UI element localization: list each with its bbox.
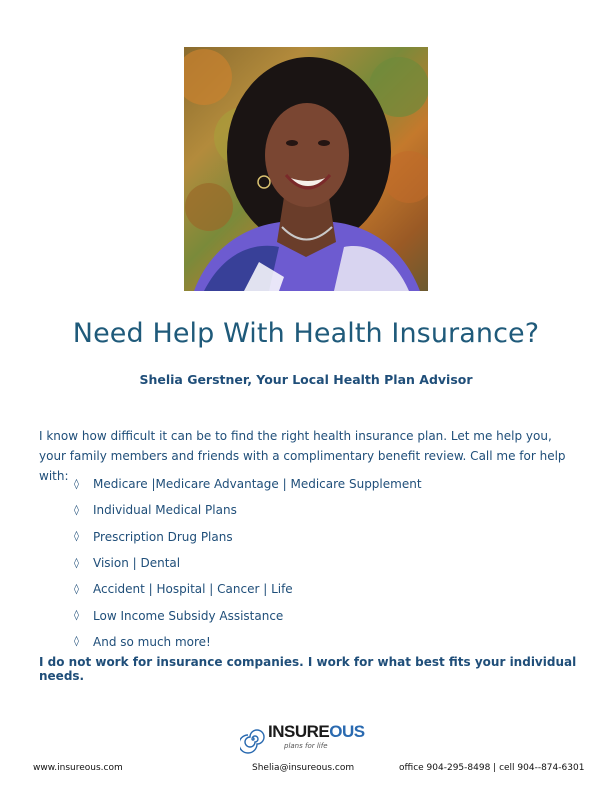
services-list (74, 471, 422, 655)
advisor-photo (184, 47, 428, 291)
diamond-bullet-icon: ◊ (74, 610, 79, 622)
advisor-photo-illustration (184, 47, 428, 291)
logo-tagline: plans for life (284, 742, 328, 750)
service-label: Medicare |Medicare Advantage | Medicare Supplement (93, 477, 422, 492)
footer-website[interactable]: www.insureous.com (33, 763, 123, 773)
diamond-bullet-icon: ◊ (74, 636, 79, 648)
diamond-bullet-icon: ◊ (74, 531, 79, 543)
service-label: Individual Medical Plans (93, 503, 237, 518)
insureous-logo (240, 722, 365, 758)
diamond-bullet-icon: ◊ (74, 478, 79, 490)
service-label: Accident | Hospital | Cancer | Life (93, 582, 293, 597)
list-item (74, 629, 422, 655)
diamond-bullet-icon: ◊ (74, 583, 79, 595)
headline: Need Help With Health Insurance? (72, 318, 540, 349)
advisor-subhead: Shelia Gerstner, Your Local Health Plan Advisor (139, 372, 473, 387)
list-item (74, 576, 422, 602)
service-label: Low Income Subsidy Assistance (93, 608, 284, 623)
spiral-logo-icon (240, 724, 266, 754)
intro-paragraph: I know how difficult it can be to find the right health insurance plan. Let me help you, your family members and friends with a complimentary benefit review. Call me for help with: (39, 429, 566, 483)
service-label: Prescription Drug Plans (93, 529, 233, 544)
list-item (74, 497, 422, 523)
service-label: And so much more! (93, 634, 211, 649)
footer-phone: office 904-295-8498 | cell 904--874-6301 (399, 763, 585, 773)
list-item (74, 524, 422, 550)
diamond-bullet-icon: ◊ (74, 504, 79, 516)
service-label: Vision | Dental (93, 556, 181, 571)
closing-statement: I do not work for insurance companies. I work for what best fits your individual needs. (39, 655, 577, 683)
list-item (74, 471, 422, 497)
logo-wordmark: INSUREOUS (268, 722, 365, 741)
diamond-bullet-icon: ◊ (74, 557, 79, 569)
list-item (74, 550, 422, 576)
list-item (74, 602, 422, 628)
footer-email[interactable]: Shelia@insureous.com (252, 763, 355, 773)
